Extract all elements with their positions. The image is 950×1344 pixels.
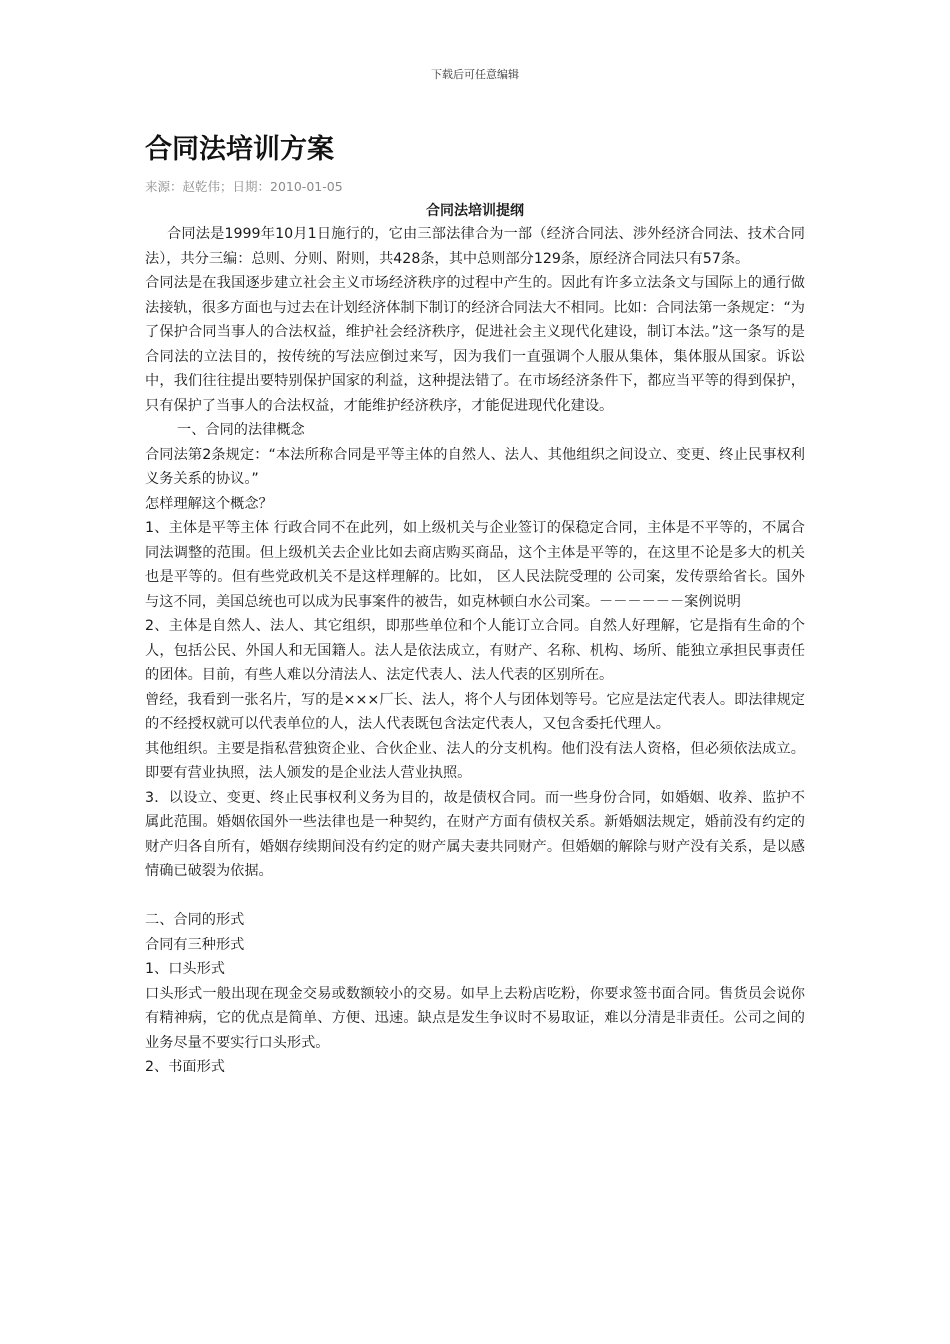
document-title: 合同法培训方案 (145, 134, 334, 165)
paragraph: 2、主体是自然人、法人、其它组织，即那些单位和个人能订立合同。自然人好理解，它是指有生命的个人，包括公民、外国人和无国籍人。法人是依法成立，有财产、名称、机构、场所、能独立承担民事责任的团体。目前，有些人难以分清法人、法定代表人、法人代表的区别所在。 (145, 618, 805, 683)
paragraph: 合同法是1999年10月1日施行的，它由三部法律合为一部（经济合同法、涉外经济合同法、技术合同法），共分三编：总则、分则、附则，共428条，其中总则部分129条，原经济合同法只有57条。 (145, 226, 805, 267)
page-header-note: 下载后可任意编辑 (431, 68, 519, 81)
paragraph: 口头形式一般出现在现金交易或数额较小的交易。如早上去粉店吃粉，你要求签书面合同。售货员会说你有精神病，它的优点是简单、方便、迅速。缺点是发生争议时不易取证，难以分清是非责任。公司之间的业务尽量不要实行口头形式。 (145, 985, 805, 1051)
paragraph: 合同有三种形式 (145, 936, 245, 953)
paragraph: 怎样理解这个概念？ (145, 495, 273, 512)
paragraph: 其他组织。主要是指私营独资企业、合伙企业、法人的分支机构。他们没有法人资格，但必须依法成立。即要有营业执照，法人颁发的是企业法人营业执照。 (145, 740, 805, 781)
paragraph: 曾经，我看到一张名片，写的是×××厂长、法人，将个人与团体划等号。它应是法定代表人。即法律规定的不经授权就可以代表单位的人，法人代表既包含法定代表人，又包含委托代理人。 (145, 691, 805, 732)
paragraph: 3．以设立、变更、终止民事权利义务为目的，故是债权合同。而一些身份合同，如婚姻、收养、监护不属此范围。婚姻依国外一些法律也是一种契约，在财产方面有债权关系。新婚姻法规定，婚前没有约定的财产归各自所有，婚姻存续期间没有约定的财产属夫妻共同财产。但婚姻的解除与财产没有关系，是以感情确已破裂为依据。 (145, 789, 805, 879)
document-meta: 来源：赵乾伟；日期：2010-01-05 (145, 179, 343, 194)
paragraph: 合同法是在我国逐步建立社会主义市场经济秩序的过程中产生的。因此有许多立法条文与国际上的通行做法接轨，很多方面也与过去在计划经济体制下制订的经济合同法大不相同。比如：合同法第一条规定：“为了保护合同当事人的合法权益，维护社会经济秩序，促进社会主义现代化建设，制订本法。”这一条写的是合同法的立法目的，按传统的写法应倒过来写，因为我们一直强调个人服从集体，集体服从国家。诉讼中，我们往往提出要特别保护国家的利益，这种提法错了。在市场经济条件下，都应当平等的得到保护，只有保护了当事人的合法权益，才能维护经济秩序，才能促进现代化建设。 (145, 275, 805, 414)
paragraph: 1、主体是平等主体 行政合同不在此列，如上级机关与企业签订的保稳定合同，主体是不平等的，不属合同法调整的范围。但上级机关去企业比如去商店购买商品，这个主体是平等的，在这里不论是多大的机关也是平等的。但有些党政机关不是这样理解的。比如， 区人民法院受理的 公司案，发传票给省长。国外与这不同，美国总统也可以成为民事案件的被告，如克林顿白水公司案。－－－－－－案例说明 (145, 520, 805, 610)
section-heading: 一、合同的法律概念 (177, 422, 305, 438)
outline-title: 合同法培训提纲 (426, 203, 524, 219)
subsection-heading: 1、口头形式 (145, 961, 225, 977)
subsection-heading: 2、书面形式 (145, 1059, 225, 1075)
paragraph: 合同法第2条规定：“本法所称合同是平等主体的自然人、法人、其他组织之间设立、变更、终止民事权利义务关系的协议。” (145, 446, 805, 487)
document-body (145, 130, 805, 1080)
section-heading: 二、合同的形式 (145, 912, 245, 928)
blank-line (145, 884, 805, 909)
